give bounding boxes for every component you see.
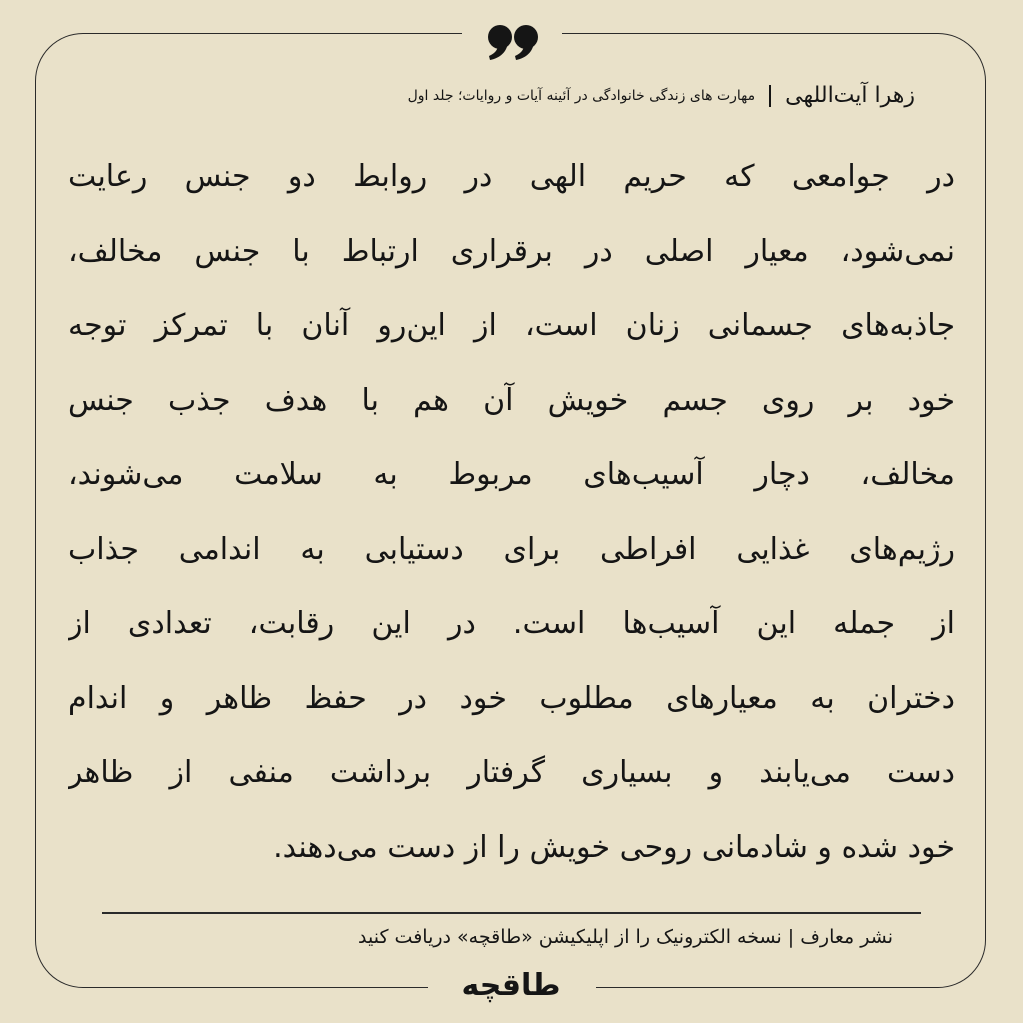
quote-line: رژیم‌های غذایی افراطی برای دستیابی به اندامی جذاب	[68, 531, 955, 567]
double-quote-icon	[480, 20, 544, 64]
footer-credit: نشر معارف | نسخه الکترونیک را از اپلیکیشن «طاقچه» دریافت کنید	[358, 926, 893, 948]
quote-line: جاذبه‌های جسمانی زنان است، از این‌رو آنان با تمرکز توجه	[68, 308, 955, 343]
author-name: زهرا آیت‌اللهی	[785, 83, 915, 108]
quote-line: خود شده و شادمانی روحی خویش را از دست می‌دهند.	[273, 829, 955, 865]
quote-body	[68, 140, 955, 885]
book-title: مهارت های زندگی خانوادگی در آئینه آیات و روایات؛ جلد اول	[407, 88, 756, 104]
quote-line: دختران به معیارهای مطلوب خود در حفظ ظاهر و اندام	[68, 680, 955, 716]
taaghche-logo: طاقچه	[461, 968, 561, 1003]
quote-line: در جوامعی که حریم الهی در روابط دو جنس رعایت	[68, 159, 955, 194]
quote-line: دست می‌یابند و بسیاری گرفتار برداشت منفی از ظاهر	[68, 755, 955, 790]
header-separator	[769, 85, 771, 107]
quote-line: خود بر روی جسم خویش آن هم با هدف جذب جنس	[68, 382, 955, 418]
quote-line: از جمله این آسیب‌ها است. در این رقابت، تعدادی از	[68, 606, 955, 641]
book-header	[408, 80, 915, 112]
quote-line: مخالف، دچار آسیب‌های مربوط به سلامت می‌شوند،	[68, 457, 955, 492]
footer-divider	[102, 912, 921, 914]
quote-line: نمی‌شود، معیار اصلی در برقراری ارتباط با جنس مخالف،	[68, 233, 955, 269]
